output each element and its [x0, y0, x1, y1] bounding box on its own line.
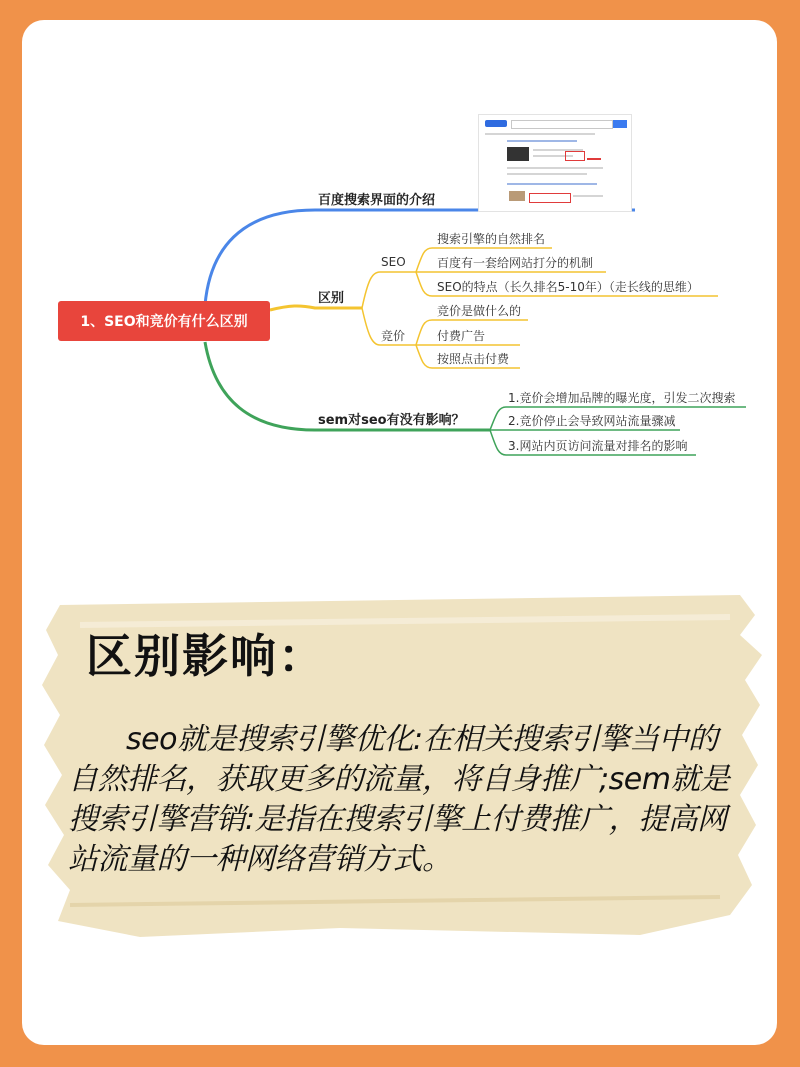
- bid-item-3: 按照点击付费: [437, 352, 510, 366]
- bid-item-2: 付费广告: [437, 329, 486, 343]
- mind-map: [0, 0, 800, 500]
- branch-baidu-intro: 百度搜索界面的介绍: [318, 193, 436, 208]
- group-bidding: 竞价: [381, 329, 406, 343]
- section-heading: 区别影响：: [86, 629, 326, 683]
- seo-item-2: 百度有一套给网站打分的机制: [437, 256, 594, 270]
- bid-item-1: 竞价是做什么的: [437, 304, 522, 318]
- sem-item-1: 1.竞价会增加品牌的曝光度，引发二次搜索: [508, 391, 736, 405]
- sem-item-3: 3.网站内页访问流量对排名的影响: [508, 439, 688, 453]
- section-paragraph: seo就是搜索引擎优化:在相关搜索引擎当中的自然排名，获取更多的流量，将自身推广;sem就是搜索引擎营销:是指在搜索引擎上付费推广，提高网站流量的一种网络营销方式。: [68, 722, 730, 877]
- seo-item-3: SEO的特点（长久排名5-10年）（走长线的思维）: [437, 280, 699, 294]
- branch-difference: 区别: [318, 291, 345, 306]
- mindmap-root: 1、SEO和竞价有什么区别: [58, 301, 270, 341]
- seo-item-1: 搜索引擎的自然排名: [437, 232, 546, 246]
- baidu-screenshot-thumbnail: [478, 114, 632, 212]
- sem-item-2: 2.竞价停止会导致网站流量骤减: [508, 414, 676, 428]
- group-seo: SEO: [381, 255, 406, 269]
- branch-sem-impact: sem对seo有没有影响？: [318, 413, 465, 428]
